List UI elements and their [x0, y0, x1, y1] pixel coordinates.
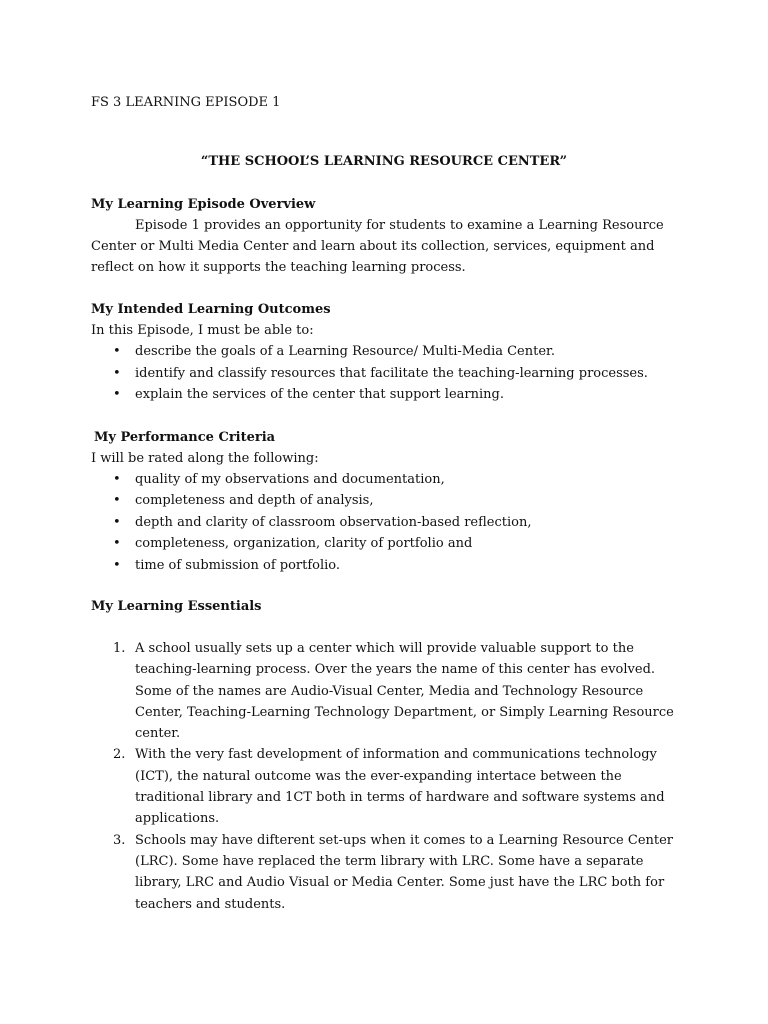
- list-item-text: time of submission of portfolio.: [135, 557, 341, 573]
- list-item: [91, 638, 691, 744]
- list-item-number: 3.: [113, 832, 126, 848]
- outcomes-intro: In this Episode, I must be able to:: [91, 323, 314, 338]
- overview-heading: My Learning Episode Overview: [91, 197, 316, 212]
- list-item-number: 2.: [113, 747, 126, 763]
- list-item: [91, 533, 691, 555]
- list-item-text: Schools may have difterent set-ups when it comes to a Learning Resource Center (LRC). Some have replaced the term library with LRC. Some have a separate library, LRC and Audio Visual or Media Center. Some just have the LRC both for teachers and students.: [135, 832, 674, 912]
- list-item: [91, 512, 691, 534]
- bullet-icon: •: [113, 344, 121, 359]
- list-item-text: quality of my observations and documentation,: [135, 471, 445, 487]
- list-item: [91, 363, 691, 385]
- list-item: [91, 469, 691, 491]
- bullet-icon: •: [113, 514, 121, 530]
- bullet-icon: •: [113, 493, 121, 508]
- criteria-heading: My Performance Criteria: [94, 429, 276, 445]
- list-item-text: describe the goals of a Learning Resource/ Multi-Media Center.: [135, 344, 555, 359]
- list-item-text: completeness and depth of analysis,: [135, 493, 374, 508]
- criteria-intro: I will be rated along the following:: [91, 450, 319, 466]
- bullet-icon: •: [113, 387, 121, 402]
- bullet-icon: •: [113, 365, 121, 381]
- list-item: [91, 341, 691, 363]
- document-code: FS 3 LEARNING EPISODE 1: [91, 95, 281, 110]
- list-item-text: With the very fast development of information and communications technology (ICT), the natural outcome was the ever-expanding intertace between the traditional library and 1CT both in terms of hardware and software systems and applications.: [135, 747, 665, 827]
- outcomes-list: [91, 341, 691, 406]
- list-item-text: A school usually sets up a center which will provide valuable support to the teaching-learning process. Over the years the name of this center has evolved. Some of the names are Audio-Visual Center, Media and Technology Resource Center, Teaching-Learning Technology Department, or Simply Learning Resource center.: [135, 641, 674, 742]
- document-page: [91, 92, 691, 915]
- outcomes-heading: My Intended Learning Outcomes: [91, 302, 331, 317]
- document-title: “THE SCHOOL’S LEARNING RESOURCE CENTER”: [200, 154, 568, 169]
- list-item-text: identify and classify resources that facilitate the teaching-learning processes.: [135, 365, 648, 381]
- criteria-list: [91, 469, 691, 577]
- essentials-heading: My Learning Essentials: [91, 599, 262, 614]
- list-item-text: completeness, organization, clarity of portfolio and: [135, 536, 473, 551]
- list-item: [91, 384, 691, 406]
- bullet-icon: •: [113, 557, 121, 573]
- overview-paragraph: Episode 1 provides an opportunity for students to examine a Learning Resource Center or Multi Media Center and learn about its collection, services, equipment and reflect on how it supports the teaching learning process.: [91, 218, 664, 275]
- essentials-list: [91, 638, 691, 915]
- list-item: [91, 830, 691, 915]
- list-item: [91, 555, 691, 577]
- list-item-number: 1.: [113, 641, 126, 656]
- list-item-text: explain the services of the center that support learning.: [135, 387, 504, 402]
- list-item-text: depth and clarity of classroom observation-based reflection,: [135, 514, 532, 530]
- bullet-icon: •: [113, 471, 121, 487]
- list-item: [91, 490, 691, 512]
- list-item: [91, 744, 691, 829]
- bullet-icon: •: [113, 536, 121, 551]
